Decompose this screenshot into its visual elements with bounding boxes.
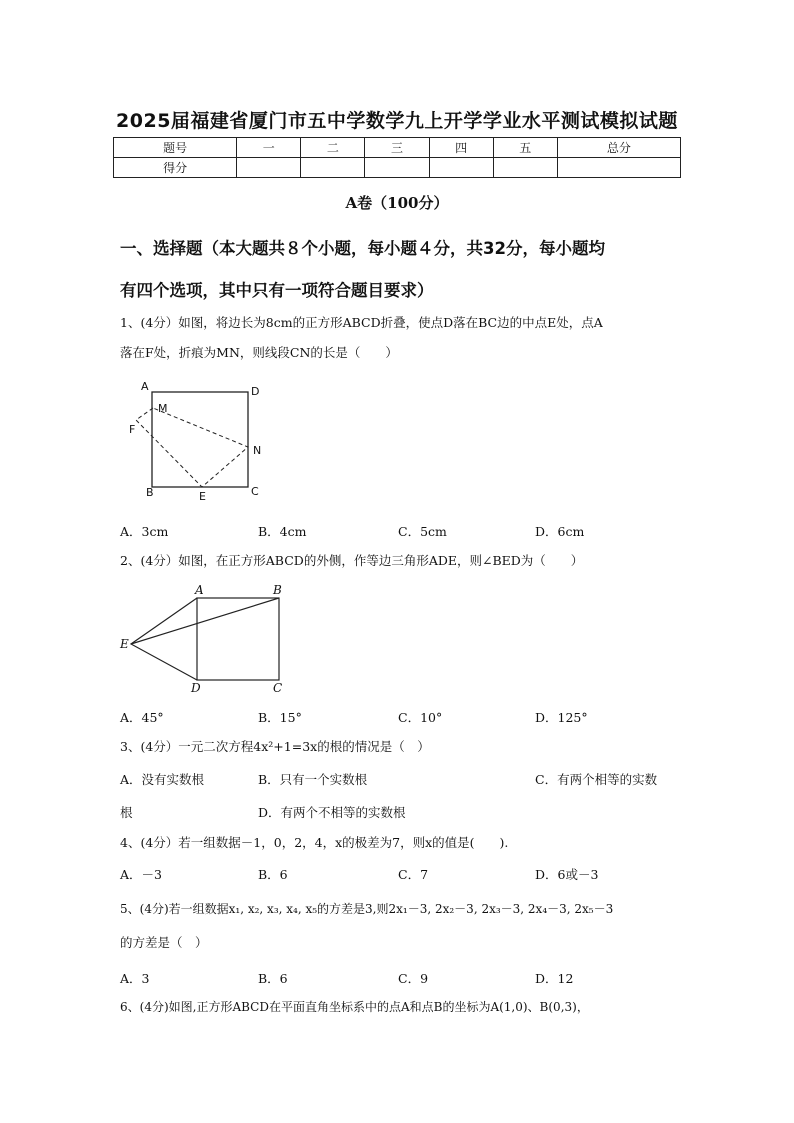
score-value-cell	[365, 158, 429, 178]
fold-dashed-lines	[136, 408, 248, 487]
question-2	[120, 546, 680, 576]
question-3	[120, 732, 680, 762]
label-d: D	[191, 681, 201, 695]
option-c[interactable]: C．5cm	[398, 524, 447, 539]
question-1	[120, 308, 680, 368]
option-a[interactable]: A．－3	[120, 867, 162, 882]
score-value-row	[114, 158, 681, 178]
label-b: B	[273, 583, 282, 597]
question-4-options	[120, 865, 680, 885]
question-1-line1: 1、(4分）如图，将边长为8cm的正方形ABCD折叠，使点D落在BC边的中点E处，点A	[120, 315, 603, 330]
segment-eb	[131, 598, 279, 644]
option-a[interactable]: A．3	[120, 971, 150, 986]
option-d[interactable]: D．有两个不相等的实数根	[258, 805, 406, 820]
score-value-cell	[237, 158, 301, 178]
section-heading	[120, 228, 680, 312]
question-4-line1: 4、(4分）若一组数据－1，0，2，4，x的极差为7，则x的值是( ).	[120, 835, 509, 850]
question-1-figure	[120, 378, 280, 508]
label-e: E	[120, 637, 129, 651]
option-c[interactable]: C．7	[398, 867, 429, 882]
question-2-line1: 2、(4分）如图，在正方形ABCD的外侧，作等边三角形ADE，则∠BED为（ ）	[120, 553, 584, 568]
label-a: A	[141, 380, 149, 393]
option-b[interactable]: B．只有一个实数根	[258, 772, 368, 787]
question-5-line2: 的方差是（ ）	[120, 935, 208, 950]
question-1-line2: 落在F处，折痕为MN，则线段CN的长是（ ）	[120, 345, 398, 360]
label-d: D	[251, 385, 260, 398]
score-header-cell: 五	[493, 138, 557, 158]
question-3-options-row2	[120, 803, 680, 823]
question-2-figure	[118, 582, 298, 697]
option-c[interactable]: C．有两个相等的实数	[535, 772, 658, 787]
score-row-label: 得分	[114, 158, 237, 178]
score-value-cell	[301, 158, 365, 178]
question-6	[120, 992, 680, 1022]
option-d[interactable]: D．125°	[535, 710, 588, 725]
score-header-cell: 四	[429, 138, 493, 158]
score-header-row	[114, 138, 681, 158]
option-c[interactable]: C．10°	[398, 710, 443, 725]
triangle-ade	[131, 598, 197, 680]
question-5	[120, 894, 680, 958]
option-d[interactable]: D．12	[535, 971, 574, 986]
score-value-cell	[429, 158, 493, 178]
option-a[interactable]: A．3cm	[120, 524, 169, 539]
paper-label: A卷（100分）	[345, 194, 449, 212]
option-c-wrap: 根	[120, 805, 133, 820]
label-n: N	[253, 444, 262, 457]
option-c[interactable]: C．9	[398, 971, 429, 986]
question-1-options	[120, 522, 680, 542]
score-header-cell: 一	[237, 138, 301, 158]
option-a[interactable]: A．45°	[120, 710, 164, 725]
score-table	[113, 137, 681, 178]
option-d[interactable]: D．6cm	[535, 524, 585, 539]
score-value-cell	[493, 158, 557, 178]
option-b[interactable]: B．6	[258, 867, 288, 882]
question-5-line1: 5、(4分)若一组数据x₁, x₂, x₃, x₄, x₅的方差是3,则2x₁－3, 2x₂－3, 2x₃－3, 2x₄－3, 2x₅－3	[120, 902, 614, 916]
option-b[interactable]: B．4cm	[258, 524, 307, 539]
label-m: M	[158, 402, 168, 415]
label-a: A	[195, 583, 204, 597]
option-b[interactable]: B．15°	[258, 710, 302, 725]
label-c: C	[273, 681, 283, 695]
question-3-line1: 3、(4分）一元二次方程4x²+1=3x的根的情况是（ ）	[120, 739, 430, 754]
score-value-cell	[557, 158, 680, 178]
section-heading-line2: 有四个选项，其中只有一项符合题目要求）	[120, 281, 434, 300]
exam-title: 2025届福建省厦门市五中学数学九上开学学业水平测试模拟试题	[116, 110, 678, 132]
score-header-cell: 二	[301, 138, 365, 158]
label-e: E	[199, 490, 206, 503]
label-f: F	[129, 423, 136, 436]
question-4	[120, 828, 680, 858]
score-header-cell: 题号	[114, 138, 237, 158]
option-b[interactable]: B．6	[258, 971, 288, 986]
label-c: C	[251, 485, 259, 498]
question-6-line1: 6、(4分)如图,正方形ABCD在平面直角坐标系中的点A和点B的坐标为A(1,0)、B(0,3)，	[120, 1000, 589, 1014]
score-header-cell: 三	[365, 138, 429, 158]
option-d[interactable]: D．6或－3	[535, 867, 599, 882]
score-header-cell: 总分	[557, 138, 680, 158]
section-heading-line1: 一、选择题（本大题共８个小题，每小题４分，共32分，每小题均	[120, 239, 605, 258]
question-3-options-row1	[120, 770, 680, 790]
question-2-options	[120, 708, 680, 728]
option-a[interactable]: A．没有实数根	[120, 772, 205, 787]
label-b: B	[146, 486, 154, 499]
question-5-options	[120, 969, 680, 989]
